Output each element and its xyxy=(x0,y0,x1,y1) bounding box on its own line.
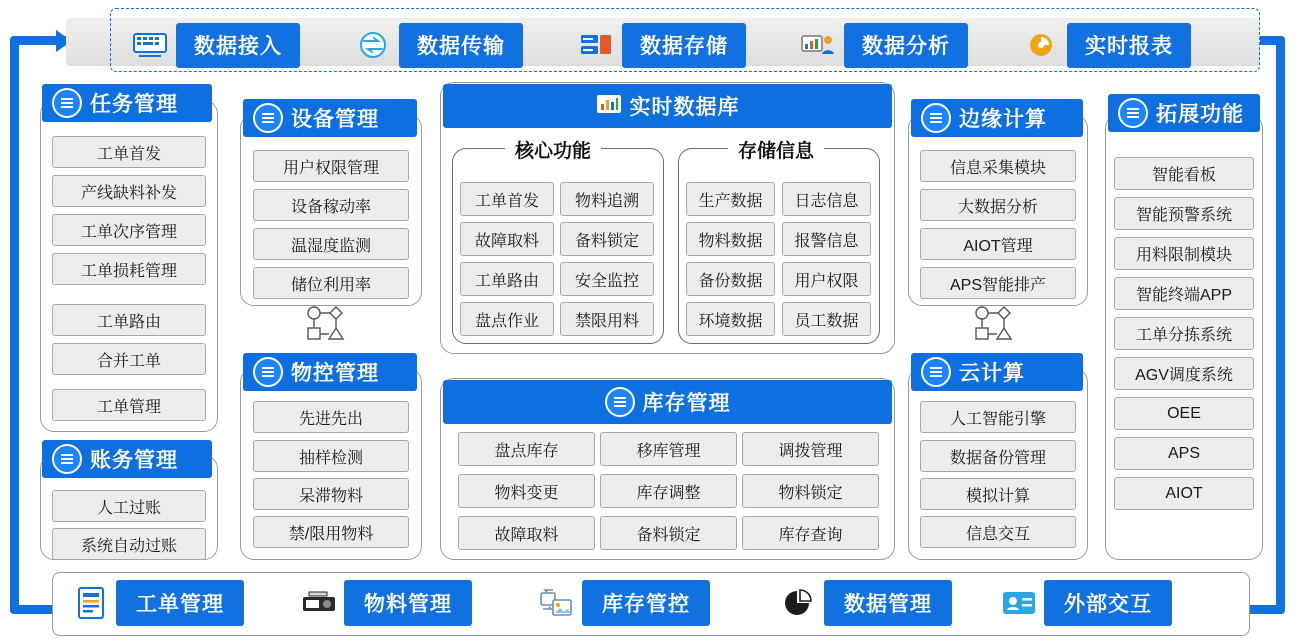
panel-title: 库存管理 xyxy=(642,392,731,415)
extend-item-2[interactable]: 用料限制模块 xyxy=(1114,237,1254,270)
id-card-icon xyxy=(1000,586,1038,620)
analysis-icon xyxy=(800,30,836,60)
bottom-module-1[interactable] xyxy=(300,582,472,624)
menu-badge-icon xyxy=(253,357,283,387)
chart-bars-icon xyxy=(596,92,622,121)
inventory-item-6[interactable]: 故障取料 xyxy=(458,516,595,550)
panel-title: 拓展功能 xyxy=(1156,103,1244,126)
pipeline-step-2[interactable] xyxy=(578,24,746,66)
extend-item-4[interactable]: 工单分拣系统 xyxy=(1114,317,1254,350)
panel-title: 任务管理 xyxy=(90,93,178,116)
bottom-module-2[interactable] xyxy=(538,582,710,624)
panel-title: 物控管理 xyxy=(291,362,379,385)
material-item-1[interactable]: 抽样检测 xyxy=(253,440,409,472)
bottom-module-label: 工单管理 xyxy=(116,580,244,626)
database-icon xyxy=(578,30,614,60)
pie-chart-icon xyxy=(780,586,818,620)
edge-item-3[interactable]: APS智能排产 xyxy=(920,267,1076,299)
pipeline-step-1[interactable] xyxy=(355,24,523,66)
image-sync-icon xyxy=(538,586,576,620)
group-core-functions-title: 核心功能 xyxy=(505,136,601,163)
inventory-item-1[interactable]: 移库管理 xyxy=(600,432,737,466)
panel-realtime-database-header[interactable] xyxy=(443,84,892,128)
frame-right-edge xyxy=(1276,36,1285,614)
inventory-item-2[interactable]: 调拨管理 xyxy=(742,432,879,466)
pipeline-step-0[interactable] xyxy=(132,24,300,66)
frame-left-edge xyxy=(10,36,19,614)
keyboard-input-icon xyxy=(132,30,168,60)
storage-item-4[interactable]: 备份数据 xyxy=(686,262,775,296)
menu-badge-icon xyxy=(921,357,951,387)
task-item-1[interactable]: 产线缺料补发 xyxy=(52,175,206,207)
pipeline-step-label: 数据接入 xyxy=(176,23,300,68)
panel-title: 实时数据库 xyxy=(629,96,740,119)
panel-material-control-header[interactable] xyxy=(243,353,417,391)
core-item-4[interactable]: 工单路由 xyxy=(460,262,554,296)
panel-task-management-header[interactable] xyxy=(42,84,212,122)
pipeline-step-label: 实时报表 xyxy=(1067,23,1191,68)
pipeline-step-3[interactable] xyxy=(800,24,968,66)
menu-badge-icon xyxy=(52,444,82,474)
storage-item-3[interactable]: 报警信息 xyxy=(782,222,871,256)
inventory-item-0[interactable]: 盘点库存 xyxy=(458,432,595,466)
storage-item-1[interactable]: 日志信息 xyxy=(782,182,871,216)
panel-title: 账务管理 xyxy=(90,449,178,472)
panel-edge-computing-header[interactable] xyxy=(911,99,1083,137)
extend-item-5[interactable]: AGV调度系统 xyxy=(1114,357,1254,390)
extend-item-6[interactable]: OEE xyxy=(1114,397,1254,430)
cloud-item-1[interactable]: 数据备份管理 xyxy=(920,440,1076,472)
storage-item-6[interactable]: 环境数据 xyxy=(686,302,775,336)
bottom-module-3[interactable] xyxy=(780,582,952,624)
storage-item-7[interactable]: 员工数据 xyxy=(782,302,871,336)
edge-item-2[interactable]: AIOT管理 xyxy=(920,228,1076,260)
core-item-7[interactable]: 禁限用料 xyxy=(560,302,654,336)
menu-badge-icon xyxy=(52,88,82,118)
panel-device-management-header[interactable] xyxy=(243,99,417,137)
menu-badge-icon xyxy=(921,103,951,133)
pipeline-step-label: 数据传输 xyxy=(399,23,523,68)
material-item-3[interactable]: 禁/限用物料 xyxy=(253,516,409,548)
finance-item-0[interactable]: 人工过账 xyxy=(52,490,206,522)
device-item-3[interactable]: 储位利用率 xyxy=(253,267,409,299)
storage-item-2[interactable]: 物料数据 xyxy=(686,222,775,256)
cloud-item-0[interactable]: 人工智能引擎 xyxy=(920,401,1076,433)
report-icon xyxy=(1023,30,1059,60)
inventory-item-7[interactable]: 备料锁定 xyxy=(600,516,737,550)
panel-title: 设备管理 xyxy=(291,108,379,131)
group-storage-info-title: 存储信息 xyxy=(728,136,824,163)
bottom-module-label: 物料管理 xyxy=(344,580,472,626)
extend-item-0[interactable]: 智能看板 xyxy=(1114,157,1254,190)
panel-title: 云计算 xyxy=(959,362,1025,385)
material-item-0[interactable]: 先进先出 xyxy=(253,401,409,433)
extend-item-1[interactable]: 智能预警系统 xyxy=(1114,197,1254,230)
inventory-item-4[interactable]: 库存调整 xyxy=(600,474,737,508)
material-item-2[interactable]: 呆滞物料 xyxy=(253,478,409,510)
inventory-item-8[interactable]: 库存查询 xyxy=(742,516,879,550)
menu-badge-icon xyxy=(605,387,635,417)
core-item-1[interactable]: 物料追溯 xyxy=(560,182,654,216)
device-item-2[interactable]: 温湿度监测 xyxy=(253,228,409,260)
device-item-0[interactable]: 用户权限管理 xyxy=(253,150,409,182)
task-item-2[interactable]: 工单次序管理 xyxy=(52,214,206,246)
bottom-module-0[interactable] xyxy=(72,582,244,624)
scanner-icon xyxy=(300,586,338,620)
task-item-3[interactable]: 工单损耗管理 xyxy=(52,253,206,285)
menu-badge-icon xyxy=(1118,98,1148,128)
bottom-module-label: 数据管理 xyxy=(824,580,952,626)
task-item-4[interactable]: 工单路由 xyxy=(52,304,206,336)
panel-inventory-management-header[interactable] xyxy=(443,380,892,424)
pipeline-step-4[interactable] xyxy=(1023,24,1191,66)
bottom-module-4[interactable] xyxy=(1000,582,1172,624)
menu-badge-icon xyxy=(253,103,283,133)
panel-extension-functions-header[interactable] xyxy=(1108,94,1260,132)
extend-item-7[interactable]: APS xyxy=(1114,437,1254,470)
cloud-item-2[interactable]: 模拟计算 xyxy=(920,478,1076,510)
bottom-module-label: 库存管控 xyxy=(582,580,710,626)
storage-item-0[interactable]: 生产数据 xyxy=(686,182,775,216)
device-item-1[interactable]: 设备稼动率 xyxy=(253,189,409,221)
finance-item-1[interactable]: 系统自动过账 xyxy=(52,528,206,560)
pipeline-step-label: 数据存储 xyxy=(622,23,746,68)
bottom-module-label: 外部交互 xyxy=(1044,580,1172,626)
panel-finance-management-header[interactable] xyxy=(42,440,212,478)
transfer-icon xyxy=(355,30,391,60)
storage-item-5[interactable]: 用户权限 xyxy=(782,262,871,296)
connector-ornament-left-icon xyxy=(298,303,362,350)
core-item-3[interactable]: 备料锁定 xyxy=(560,222,654,256)
inventory-item-5[interactable]: 物料锁定 xyxy=(742,474,879,508)
document-icon xyxy=(72,586,110,620)
core-item-5[interactable]: 安全监控 xyxy=(560,262,654,296)
pipeline-step-label: 数据分析 xyxy=(844,23,968,68)
edge-item-0[interactable]: 信息采集模块 xyxy=(920,150,1076,182)
connector-ornament-right-icon xyxy=(966,303,1030,350)
task-item-6[interactable]: 工单管理 xyxy=(52,389,206,421)
task-item-5[interactable]: 合并工单 xyxy=(52,343,206,375)
panel-cloud-computing-header[interactable] xyxy=(911,353,1083,391)
task-item-0[interactable]: 工单首发 xyxy=(52,136,206,168)
inventory-item-3[interactable]: 物料变更 xyxy=(458,474,595,508)
core-item-6[interactable]: 盘点作业 xyxy=(460,302,554,336)
extend-item-3[interactable]: 智能终端APP xyxy=(1114,277,1254,310)
panel-title: 边缘计算 xyxy=(959,108,1047,131)
extend-item-8[interactable]: AIOT xyxy=(1114,477,1254,510)
edge-item-1[interactable]: 大数据分析 xyxy=(920,189,1076,221)
cloud-item-3[interactable]: 信息交互 xyxy=(920,516,1076,548)
core-item-0[interactable]: 工单首发 xyxy=(460,182,554,216)
core-item-2[interactable]: 故障取料 xyxy=(460,222,554,256)
